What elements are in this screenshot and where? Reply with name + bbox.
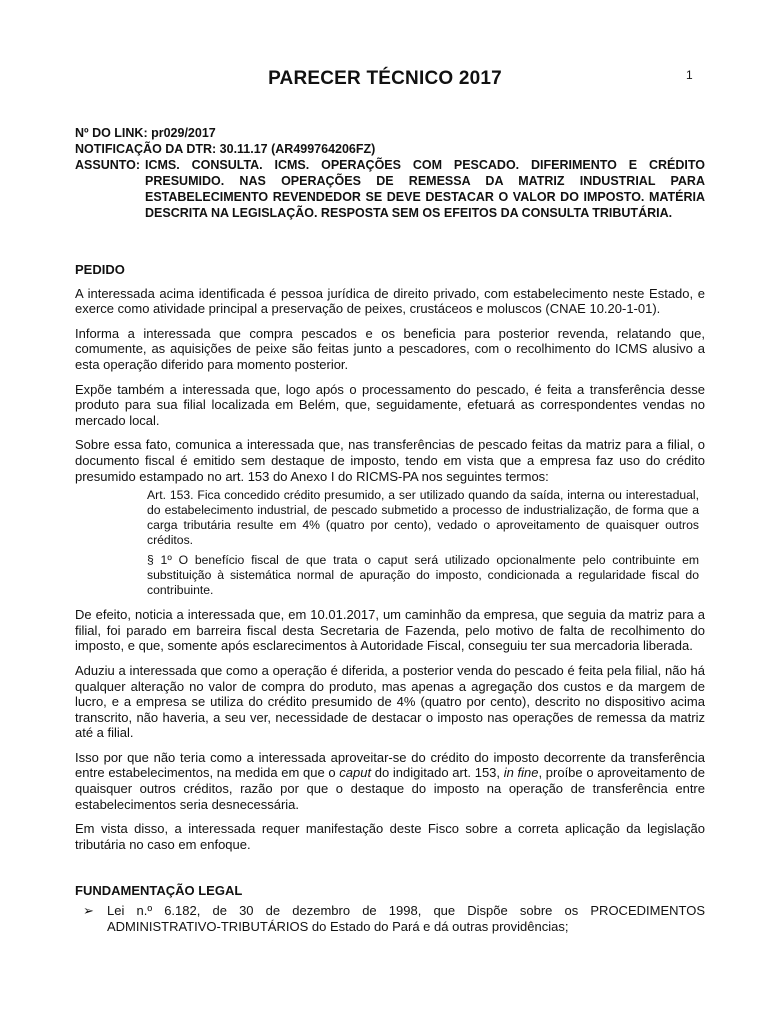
paragraph: Sobre essa fato, comunica a interessada que, nas transferências de pescado feitas da matriz para a filial, o documento fiscal é emitido sem destaque de imposto, tendo em vista que a empresa faz uso do crédito presumido estampado no art. 153 do Anexo I do RICMS-PA nos seguintes termos: <box>75 437 705 484</box>
paragraph <box>75 750 705 812</box>
paragraph: Aduziu a interessada que como a operação é diferida, a posterior venda do pescado é feita pela filial, não há qualquer alteração no valor de compra do produto, mas apenas a agregação dos custos e da margem de lucro, e a empresa se utiliza do crédito presumido de 4% (quatro por cento), descrito no dispositivo acima transcrito, não haveria, a seu ver, necessidade de destacar o imposto nas operações de remessa da matriz até a filial. <box>75 662 705 741</box>
arrow-bullet-icon: ➢ <box>83 903 94 919</box>
document-header <box>75 125 705 221</box>
link-number: Nº DO LINK: pr029/2017 <box>75 126 216 140</box>
paragraph: A interessada acima identificada é pessoa jurídica de direito privado, com estabelecimento neste Estado, e exerce como atividade principal a preservação de peixes, crustáceos e moluscos (CNAE 10.20-1-01). <box>75 285 705 317</box>
list-item <box>75 903 705 934</box>
text-span: do indigitado art. 153, <box>371 765 504 781</box>
document-body <box>75 262 705 934</box>
section-heading-pedido: PEDIDO <box>75 262 125 277</box>
legal-quote: Art. 153. Fica concedido crédito presumido, a ser utilizado quando da saída, interna ou interestadual, do estabelecimento industrial, de pescado submetido a processo de industrialização, de forma que a carga tributária resulte em 4% (quatro por cento), vedado o aproveitamento de quaisquer outros créditos. <box>147 488 699 548</box>
italic-term: caput <box>339 765 372 781</box>
text-span: Isso por que não teria como a interessada aproveitar-se do crédito do imposto decorrente da transferência entre estabelecimentos, na medida em que o <box>75 749 705 781</box>
paragraph: De efeito, noticia a interessada que, em 10.01.2017, um caminhão da empresa, que seguia da matriz para a filial, foi parado em barreira fiscal desta Secretaria de Fazenda, pelo motivo de falta de recolhimento do imposto, e que, somente após esclarecimentos à Autoridade Fiscal, conseguiu ter sua mercadoria liberada. <box>75 607 705 654</box>
italic-term: in fine <box>503 765 539 781</box>
assunto-block <box>75 157 705 221</box>
paragraph: Em vista disso, a interessada requer manifestação deste Fisco sobre a correta aplicação da legislação tributária no caso em enfoque. <box>75 821 705 852</box>
assunto-text: ICMS. CONSULTA. ICMS. OPERAÇÕES COM PESCADO. DIFERIMENTO E CRÉDITO PRESUMIDO. NAS OPERAÇÕES DE REMESSA DA MATRIZ INDUSTRIAL PARA ESTABELECIMENTO REVENDEDOR SE DEVE DESTACAR O VALOR DO IMPOSTO. MATÉRIA DESCRITA NA LEGISLAÇÃO. RESPOSTA SEM OS EFEITOS DA CONSULTA TRIBUTÁRIA. <box>145 158 705 220</box>
assunto-label: ASSUNTO: <box>75 158 141 172</box>
paragraph: Informa a interessada que compra pescados e os beneficia para posterior revenda, relatando que, comumente, as aquisições de peixe são feitas junto a pescadores, com o recolhimento do ICMS alusivo a esta operação diferido para momento posterior. <box>75 325 705 372</box>
law-reference: Lei n.º 6.182, de 30 de dezembro de 1998, que Dispõe sobre os PROCEDIMENTOS ADMINISTRATIVO-TRIBUTÁRIOS do Estado do Pará e dá outras providências; <box>107 903 705 934</box>
paragraph: Expõe também a interessada que, logo após o processamento do pescado, é feita a transferência desse produto para sua filial localizada em Belém, que, seguidamente, efetuará as correspondentes vendas no mercado local. <box>75 381 705 428</box>
legal-quote: § 1º O benefício fiscal de que trata o caput será utilizado opcionalmente pelo contribuinte em substituição à sistemática normal de apuração do imposto, condicionada a regularidade fiscal do contribuinte. <box>147 553 699 598</box>
text-span: , proíbe o aproveitamento de quaisquer outros créditos, razão por que o destaque do imposto na operação de transferência entre estabelecimentos seria desnecessária. <box>75 765 705 812</box>
section-heading-fundamentacao: FUNDAMENTAÇÃO LEGAL <box>75 883 243 899</box>
notificacao-dtr: NOTIFICAÇÃO DA DTR: 30.11.17 (AR499764206FZ) <box>75 142 376 156</box>
page-number: 1 <box>686 68 693 82</box>
document-title: PARECER TÉCNICO 2017 <box>268 68 502 89</box>
